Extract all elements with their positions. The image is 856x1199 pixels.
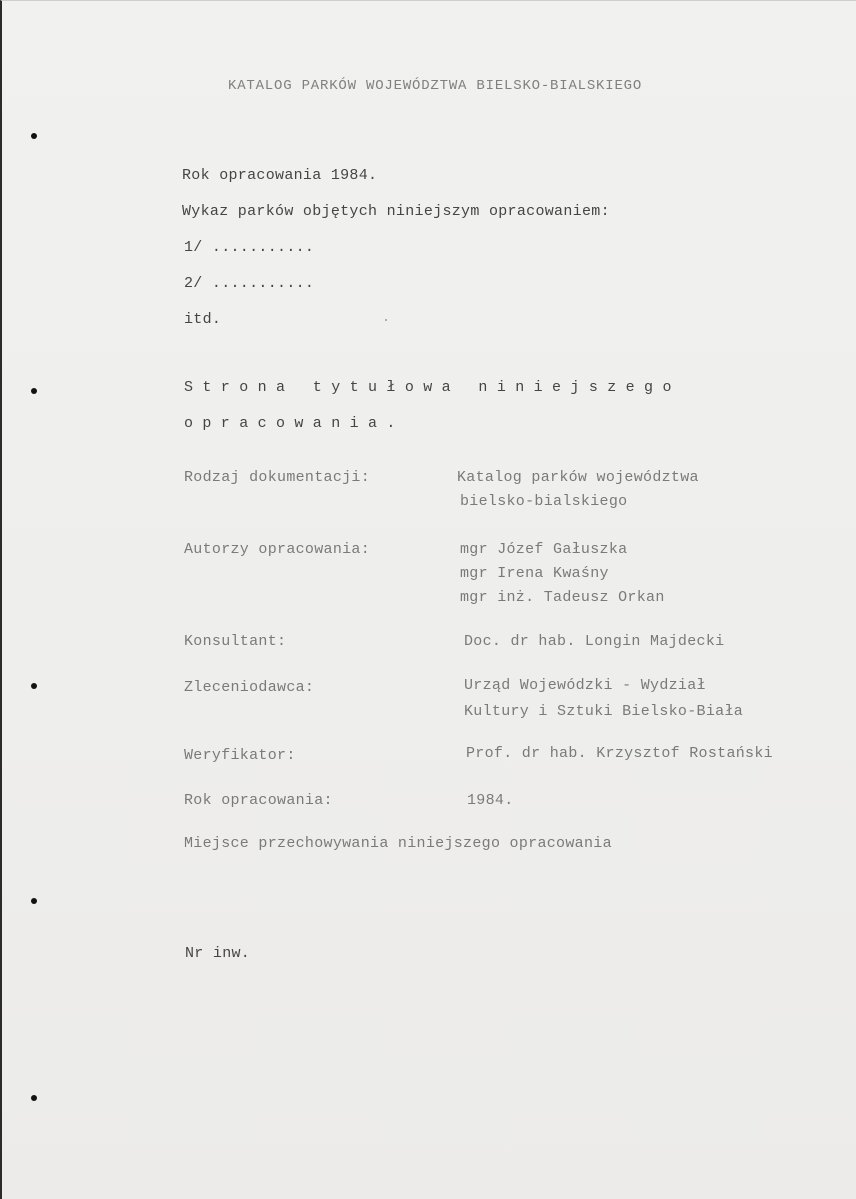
verifier-value: Prof. dr hab. Krzysztof Rostański [466, 745, 773, 762]
year-value: 1984. [467, 792, 514, 809]
binder-hole [31, 683, 37, 689]
list-heading: Wykaz parków objętych niniejszym opracowaniem: [182, 203, 610, 220]
client-value: Urząd Wojewódzki - Wydział [464, 677, 706, 694]
year-label: Rok opracowania: [184, 792, 333, 809]
binder-hole [31, 898, 37, 904]
paper-speck [385, 319, 387, 321]
authors-label: Autorzy opracowania: [184, 541, 371, 558]
binder-hole [31, 133, 37, 139]
verifier-label: Weryfikator: [184, 747, 296, 764]
section-heading-line1: Strona tytułowa niniejszego [184, 379, 681, 396]
author-name: mgr inż. Tadeusz Orkan [460, 589, 665, 606]
storage-line: Miejsce przechowywania niniejszego opracowania [184, 835, 612, 852]
doc-type-value: Katalog parków województwa [457, 469, 699, 486]
client-label: Zleceniodawca: [184, 679, 315, 696]
doc-type-value: bielsko-bialskiego [460, 493, 628, 510]
consultant-value: Doc. dr hab. Longin Majdecki [464, 633, 725, 650]
document-title: KATALOG PARKÓW WOJEWÓDZTWA BIELSKO-BIALSKIEGO [228, 78, 643, 94]
year-line: Rok opracowania 1984. [182, 167, 378, 184]
consultant-label: Konsultant: [184, 633, 287, 650]
client-value: Kultury i Sztuki Bielsko-Biała [464, 703, 744, 720]
list-item: 1/ ........... [184, 239, 315, 256]
author-name: mgr Józef Gałuszka [460, 541, 628, 558]
author-name: mgr Irena Kwaśny [460, 565, 609, 582]
binder-hole [31, 388, 37, 394]
doc-type-label: Rodzaj dokumentacji: [184, 469, 371, 486]
inventory-number: Nr inw. [185, 945, 251, 962]
list-etc: itd. [184, 311, 222, 328]
list-item: 2/ ........... [184, 275, 315, 292]
section-heading-line2: opracowania. [184, 415, 405, 432]
binder-hole [31, 1095, 37, 1101]
